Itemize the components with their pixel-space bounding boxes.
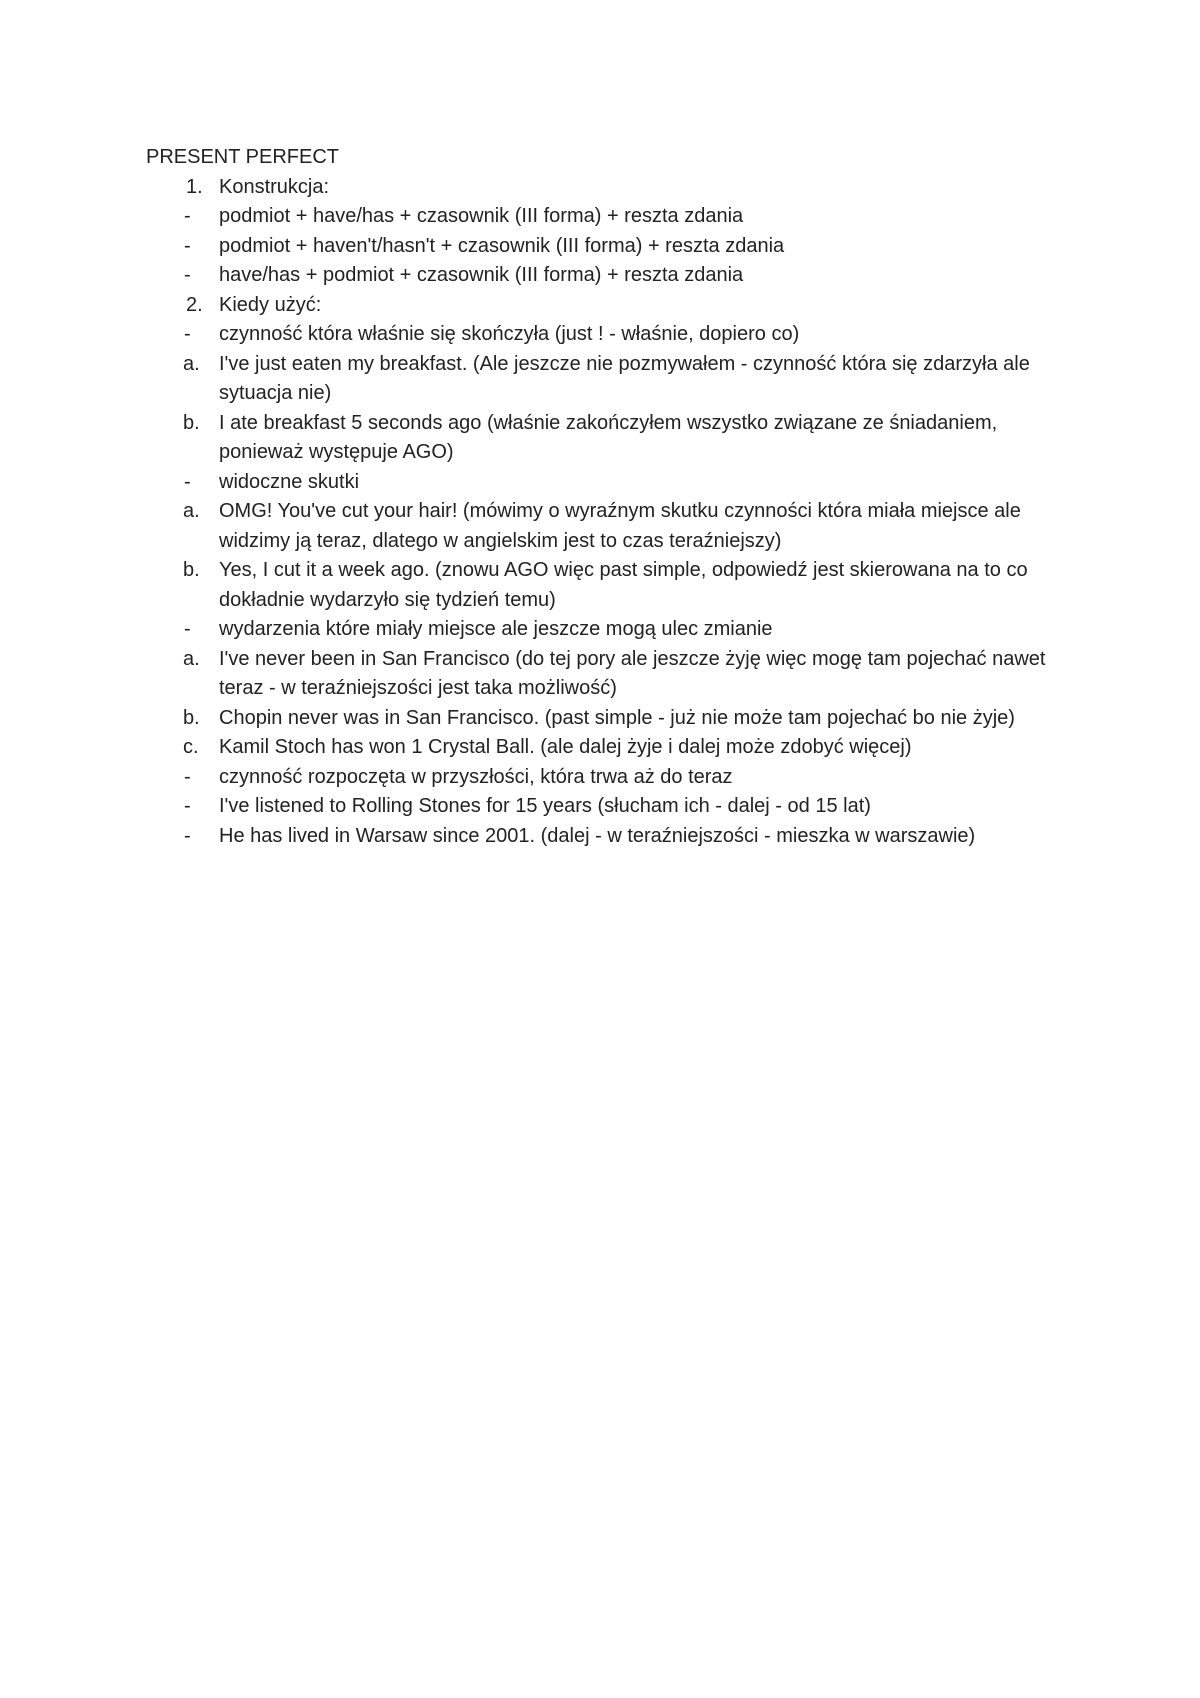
list-item-text: wydarzenia które miały miejsce ale jeszcze mogą ulec zmianie (219, 618, 773, 640)
list-item-text: Kamil Stoch has won 1 Crystal Ball. (ale dalej żyje i dalej może zdobyć więcej) (219, 736, 912, 758)
list-marker: - (184, 234, 191, 257)
list-item-text: Chopin never was in San Francisco. (past simple - już nie może tam pojechać bo nie żyje) (219, 706, 1015, 729)
list-item-text: OMG! You've cut your hair! (mówimy o wyraźnym skutku czynności która miała miejsce ale widzimy ją teraz, dlatego w angielskim jest to czas teraźniejszy) (219, 500, 1021, 552)
list-marker: a. (183, 352, 200, 375)
list-marker: - (184, 264, 191, 286)
list-item-text: I ate breakfast 5 seconds ago (właśnie zakończyłem wszystko związane ze śniadaniem, ponieważ występuje AGO) (219, 411, 998, 463)
list-item-text: I've never been in San Francisco (do tej pory ale jeszcze żyję więc mogę tam pojechać nawet teraz - w teraźniejszości jest taka możliwość) (219, 647, 1046, 699)
list-item-text: I've just eaten my breakfast. (Ale jeszcze nie pozmywałem - czynność która się zdarzyła ale sytuacja nie) (219, 352, 1030, 404)
list-marker: - (184, 323, 191, 345)
list-item-text: podmiot + haven't/hasn't + czasownik (III forma) + reszta zdania (219, 234, 785, 257)
list-item (146, 497, 1066, 556)
notes-list (146, 173, 1066, 852)
list-item (146, 202, 1066, 232)
list-item (146, 320, 1066, 350)
list-item (146, 615, 1066, 645)
list-marker: b. (183, 706, 200, 729)
list-marker: a. (183, 500, 200, 522)
list-item (146, 792, 1066, 822)
list-marker: - (184, 470, 191, 493)
list-item (146, 822, 1066, 852)
list-marker: - (184, 824, 191, 847)
list-item (146, 468, 1066, 498)
list-item-text: I've listened to Rolling Stones for 15 years (słucham ich - dalej - od 15 lat) (219, 795, 871, 817)
list-item (146, 556, 1066, 615)
list-item-text: He has lived in Warsaw since 2001. (dalej - w teraźniejszości - mieszka w warszawie) (219, 824, 976, 847)
list-item (146, 733, 1066, 763)
list-marker: c. (183, 736, 199, 758)
list-marker: 1. (186, 175, 203, 198)
document-title: PRESENT PERFECT (146, 146, 339, 168)
list-marker: a. (183, 647, 200, 670)
list-item (146, 645, 1066, 704)
list-item (146, 232, 1066, 262)
list-item-text: Konstrukcja: (219, 175, 330, 198)
list-marker: - (184, 795, 191, 817)
list-marker: - (184, 618, 191, 640)
list-item-text: czynność rozpoczęta w przyszłości, która trwa aż do teraz (219, 765, 733, 788)
list-item (146, 291, 1066, 321)
list-marker: - (184, 765, 191, 788)
list-item (146, 261, 1066, 291)
list-item-text: podmiot + have/has + czasownik (III forma) + reszta zdania (219, 205, 744, 227)
list-item (146, 763, 1066, 793)
list-item-text: Yes, I cut it a week ago. (znowu AGO więc past simple, odpowiedź jest skierowana na to co dokładnie wydarzyło się tydzień temu) (219, 559, 1028, 611)
list-item (146, 409, 1066, 468)
list-marker: 2. (186, 293, 203, 316)
list-item (146, 704, 1066, 734)
list-item-text: czynność która właśnie się skończyła (just ! - właśnie, dopiero co) (219, 323, 800, 345)
list-item-text: have/has + podmiot + czasownik (III forma) + reszta zdania (219, 264, 744, 286)
list-item-text: Kiedy użyć: (219, 293, 322, 316)
document-content (146, 143, 1066, 851)
list-marker: b. (183, 411, 200, 434)
list-item (146, 350, 1066, 409)
list-marker: b. (183, 559, 200, 581)
list-item-text: widoczne skutki (219, 470, 360, 493)
list-marker: - (184, 205, 191, 227)
list-item (146, 173, 1066, 203)
